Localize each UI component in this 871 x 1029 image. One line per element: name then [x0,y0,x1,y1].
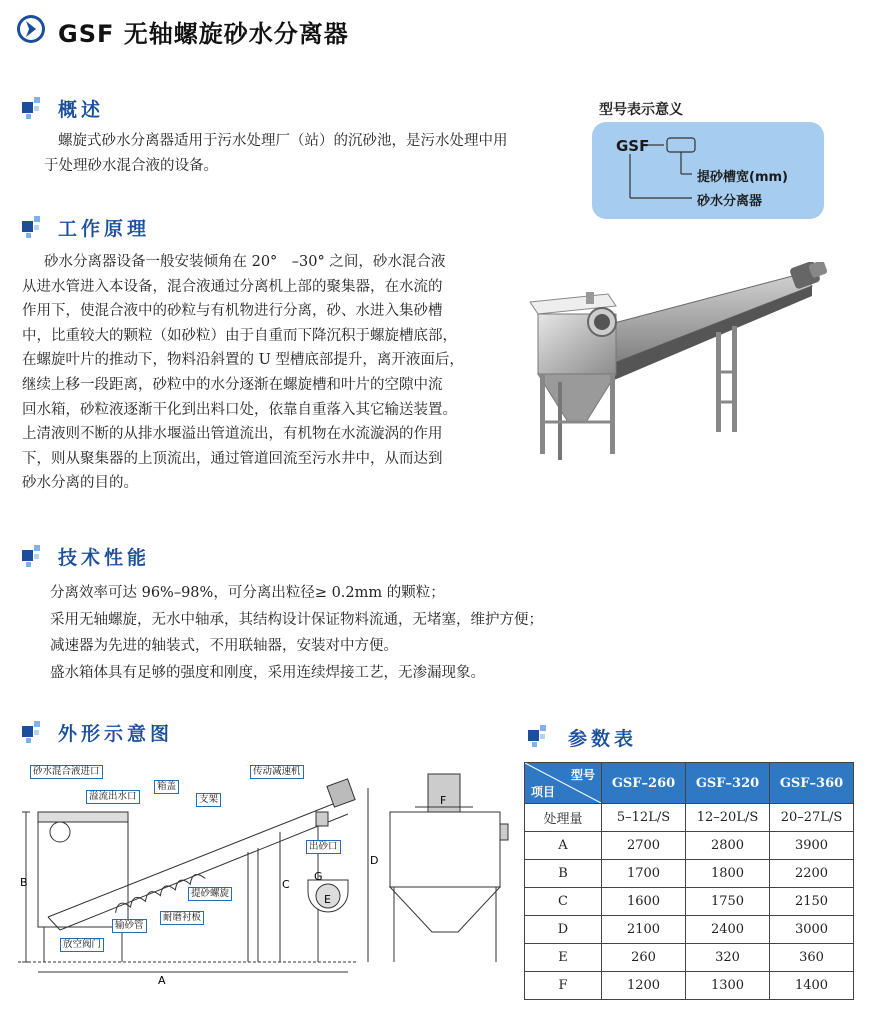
params-table [524,762,854,1000]
table-cell: 1750 [686,888,770,916]
table-row [525,972,854,1000]
table-cell: 1400 [770,972,854,1000]
params-heading: 参数表 [568,728,638,750]
table-cell: 20–27L/S [770,804,854,832]
table-row [525,916,854,944]
principle-line: 砂水分离器设备一般安装倾角在 20° –30° 之间，砂水混合液 [44,254,446,270]
performance-heading: 技术性能 [58,547,151,569]
callout-reducer: 传动减速机 [250,765,304,779]
principle-heading: 工作原理 [58,218,151,240]
section-bullet-icon [18,718,46,746]
performance-line: 减速器为先进的轴装式，不用联轴器，安装对中方便。 [50,638,398,654]
callout-overflow: 溢流出水口 [86,790,140,804]
dim-label-d: D [370,854,379,867]
dim-label-a: A [158,974,166,987]
principle-line: 砂水分离的目的。 [22,475,138,492]
table-cell: 3900 [770,832,854,860]
callout-pipe: 输砂管 [112,919,147,933]
overview-text [44,129,584,178]
table-corner-cell [525,763,602,804]
row-item: D [525,916,602,944]
table-cell: 1800 [686,860,770,888]
overview-line: 螺旋式砂水分离器适用于污水处理厂（站）的沉砂池，是污水处理中用 [58,133,508,149]
row-item: B [525,860,602,888]
table-cell: 5–12L/S [602,804,686,832]
dim-label-f: F [440,794,447,807]
overview-heading: 概述 [58,99,105,121]
callout-tank: 箱盖 [154,780,179,794]
section-bullet-icon [18,542,46,570]
table-cell: 2100 [602,916,686,944]
table-cell: 1200 [602,972,686,1000]
table-cell: 2400 [686,916,770,944]
dim-label-b: B [20,876,28,889]
section-bullet-icon [524,722,552,750]
performance-line: 盛水箱体具有足够的强度和刚度，采用连续焊接工艺，无渗漏现象。 [50,664,485,681]
performance-line: 采用无轴螺旋，无水中轴承，其结构设计保证物料流通，无堵塞，维护方便； [50,611,543,628]
table-header-row [525,763,854,804]
principle-line: 从进水管进入本设备，混合液通过分离机上部的聚集器，在水流的 [22,278,443,295]
row-item: A [525,832,602,860]
corner-top-label: 型号 [570,768,595,782]
dim-label-g: G [314,870,323,883]
model-title: 型号表示意义 [599,102,683,118]
model-header: GSF–360 [770,763,854,804]
table-row [525,860,854,888]
section-bullet-icon [18,94,46,122]
row-item: E [525,944,602,972]
table-row [525,832,854,860]
table-cell: 320 [686,944,770,972]
model-header: GSF–260 [602,763,686,804]
principle-line: 在螺旋叶片的推动下，物料沿斜置的 U 型槽底部提升，离开液面后， [22,352,464,369]
separator-machine-image [520,262,840,492]
row-item: F [525,972,602,1000]
row-item: 处理量 [525,804,602,832]
table-cell: 2150 [770,888,854,916]
callout-inlet: 砂水混合液进口 [30,765,103,779]
callout-liner: 耐磨衬板 [160,911,204,925]
model-name-label: 砂水分离器 [697,194,763,209]
callout-outlet: 出砂口 [306,840,341,854]
section-bullet-icon [18,213,46,241]
callout-valve: 放空阀门 [60,938,104,952]
table-cell: 360 [770,944,854,972]
table-cell: 3000 [770,916,854,944]
table-cell: 1300 [686,972,770,1000]
model-width-label: 提砂槽宽(mm) [697,170,788,185]
chevron-right-icon [16,14,46,44]
model-code: GSF [616,137,650,155]
table-cell: 1700 [602,860,686,888]
principle-text [22,250,522,496]
principle-line: 上清液则不断的从排水堰溢出管道流出，有机物在水流漩涡的作用 [22,426,443,443]
page-title: GSF 无轴螺旋砂水分离器 [58,20,349,48]
corner-bottom-label: 项目 [531,785,556,799]
table-cell: 12–20L/S [686,804,770,832]
table-row [525,944,854,972]
principle-line: 下，则从聚集器的上顶流出，通过管道回流至污水井中，从而达到 [22,450,443,467]
table-row [525,888,854,916]
outline-heading: 外形示意图 [58,723,174,745]
dim-label-c: C [282,878,290,891]
principle-line: 作用下，使混合液中的砂粒与有机物进行分离，砂、水进入集砂槽 [22,303,443,320]
callout-screw: 提砂螺旋 [188,887,232,901]
row-item: C [525,888,602,916]
principle-line: 继续上移一段距离，砂粒中的水分逐渐在螺旋槽和叶片的空隙中流 [22,376,443,393]
table-cell: 260 [602,944,686,972]
table-cell: 2700 [602,832,686,860]
principle-line: 中，比重较大的颗粒（如砂粒）由于自重而下降沉积于螺旋槽底部， [22,327,457,344]
table-cell: 2200 [770,860,854,888]
model-header: GSF–320 [686,763,770,804]
callout-bracket: 支架 [196,793,221,807]
performance-line: 分离效率可达 96%–98%，可分离出粒径≥ 0.2mm 的颗粒； [50,585,445,601]
overview-line: 于处理砂水混合液的设备。 [44,157,218,174]
dim-label-e: E [324,893,331,906]
table-cell: 1600 [602,888,686,916]
table-cell: 2800 [686,832,770,860]
table-row [525,804,854,832]
performance-text [50,580,670,686]
principle-line: 回水箱，砂粒液逐渐干化到出料口处，依靠自重落入其它输送装置。 [22,401,457,418]
